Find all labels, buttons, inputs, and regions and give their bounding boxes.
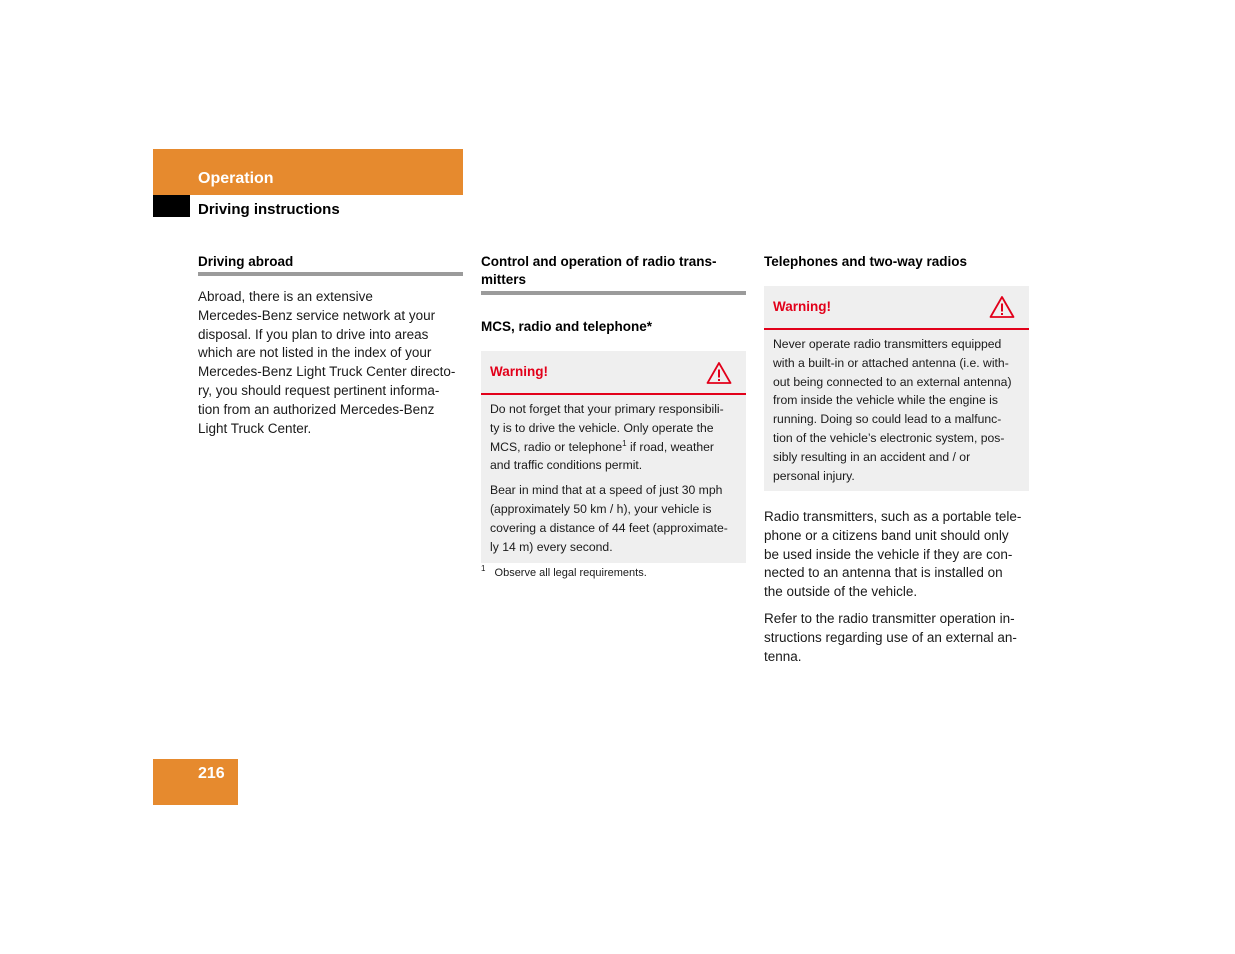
warning-header [764,286,1029,330]
text-line: the outside of the vehicle. [764,584,918,600]
text-line: Radio transmitters, such as a portable tele- [764,509,1022,524]
footnote [481,566,647,580]
warning-line: covering a distance of 44 feet (approximate- [490,520,728,535]
footnote-reference: 1 [622,438,627,448]
warning-body [481,395,746,556]
warning-line: personal injury. [773,468,855,483]
section-title: Operation [198,170,274,187]
warning-line: Bear in mind that at a speed of just 30 mph [490,483,723,498]
text-line: Abroad, there is an extensive [198,289,373,304]
text-line: Refer to the radio transmitter operation in- [764,611,1015,626]
col2-heading [481,253,751,289]
text-line: be used inside the vehicle if they are con- [764,546,1013,562]
text-line: Mercedes-Benz service network at your [198,307,436,323]
footnote-mark: 1 [481,564,486,573]
warning-line: from inside the vehicle while the engine is [773,393,998,408]
warning-line: ty is to drive the vehicle. Only operate the [490,420,714,435]
col1-paragraph [198,288,470,438]
col3-paragraph [764,508,1036,602]
col3-paragraph [764,610,1036,666]
footnote-text: Observe all legal requirements. [494,567,647,579]
text-line: disposal. If you plan to drive into areas [198,326,429,342]
text-line: ry, you should request pertinent informa- [198,382,440,398]
col2-heading-line: Control and operation of radio trans- [481,254,717,269]
text-line: structions regarding use of an external an- [764,629,1017,645]
text-line: which are not listed in the index of your [198,345,432,361]
warning-header [481,351,746,395]
warning-text: MCS, radio or telephone [490,439,623,454]
warning-label: Warning! [490,364,548,379]
warning-line: Never operate radio transmitters equipped [773,337,1002,351]
col2-heading-line: mitters [481,272,527,287]
warning-box [764,286,1029,491]
col1-heading-rule [198,272,463,276]
warning-line: Do not forget that your primary responsibili- [490,402,724,416]
warning-triangle-icon [706,361,732,390]
subsection-title: Driving instructions [198,201,340,218]
text-line: tenna. [764,648,802,664]
text-line: Mercedes-Benz Light Truck Center directo- [198,364,456,380]
warning-label: Warning! [773,299,831,314]
warning-line: tion of the vehicle’s electronic system, pos- [773,430,1005,445]
warning-text: if road, weather [626,439,714,454]
warning-line: sibly resulting in an accident and / or [773,449,971,464]
text-line: nected to an antenna that is installed on [764,565,1003,581]
warning-line: with a built-in or attached antenna (i.e. with- [773,355,1009,370]
warning-line [490,438,737,457]
warning-line: out being connected to an external antenna) [773,374,1012,389]
col1-heading: Driving abroad [198,254,294,269]
warning-line: ly 14 m) every second. [490,539,613,554]
page-number-box [153,759,238,805]
col2-subheading: MCS, radio and telephone* [481,319,653,334]
warning-body [764,330,1029,485]
warning-line: (approximately 50 km / h), your vehicle is [490,501,712,516]
text-line: tion from an authorized Mercedes-Benz [198,401,435,417]
text-line: Light Truck Center. [198,420,312,436]
section-tab-marker [153,195,190,217]
col2-heading-rule [481,291,746,295]
text-line: phone or a citizens band unit should only [764,527,1009,543]
warning-box [481,351,746,563]
page-number: 216 [198,765,225,782]
warning-line: and traffic conditions permit. [490,458,643,473]
col3-heading: Telephones and two-way radios [764,254,968,269]
warning-line: running. Doing so could lead to a malfunc- [773,412,1002,427]
warning-triangle-icon [989,295,1015,324]
